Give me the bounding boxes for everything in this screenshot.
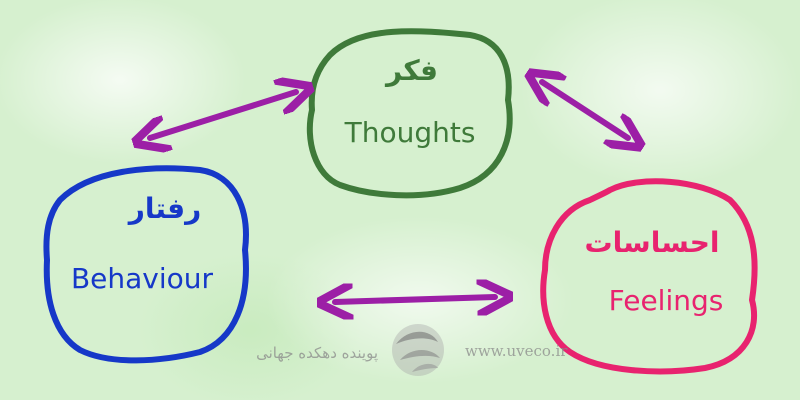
watermark (256, 324, 568, 376)
thoughts-label-en: Thoughts (344, 116, 476, 149)
behaviour-label-en: Behaviour (70, 262, 214, 295)
feelings-label-fa: احساسات (584, 226, 720, 259)
behaviour-label-fa: رفتار (128, 192, 202, 225)
arrow-behaviour-thoughts (150, 92, 296, 138)
watermark-name: پوینده دهکده جهانی (256, 344, 378, 362)
watermark-site: www.uveco.ir (465, 342, 568, 360)
feelings-outline (543, 181, 754, 371)
arrow-behaviour-feelings (335, 297, 495, 302)
arrow-thoughts-feelings (542, 82, 628, 138)
uveco-logo-icon (392, 324, 444, 376)
feelings-label-en: Feelings (608, 284, 724, 317)
thoughts-label-fa: فکر (385, 54, 439, 87)
